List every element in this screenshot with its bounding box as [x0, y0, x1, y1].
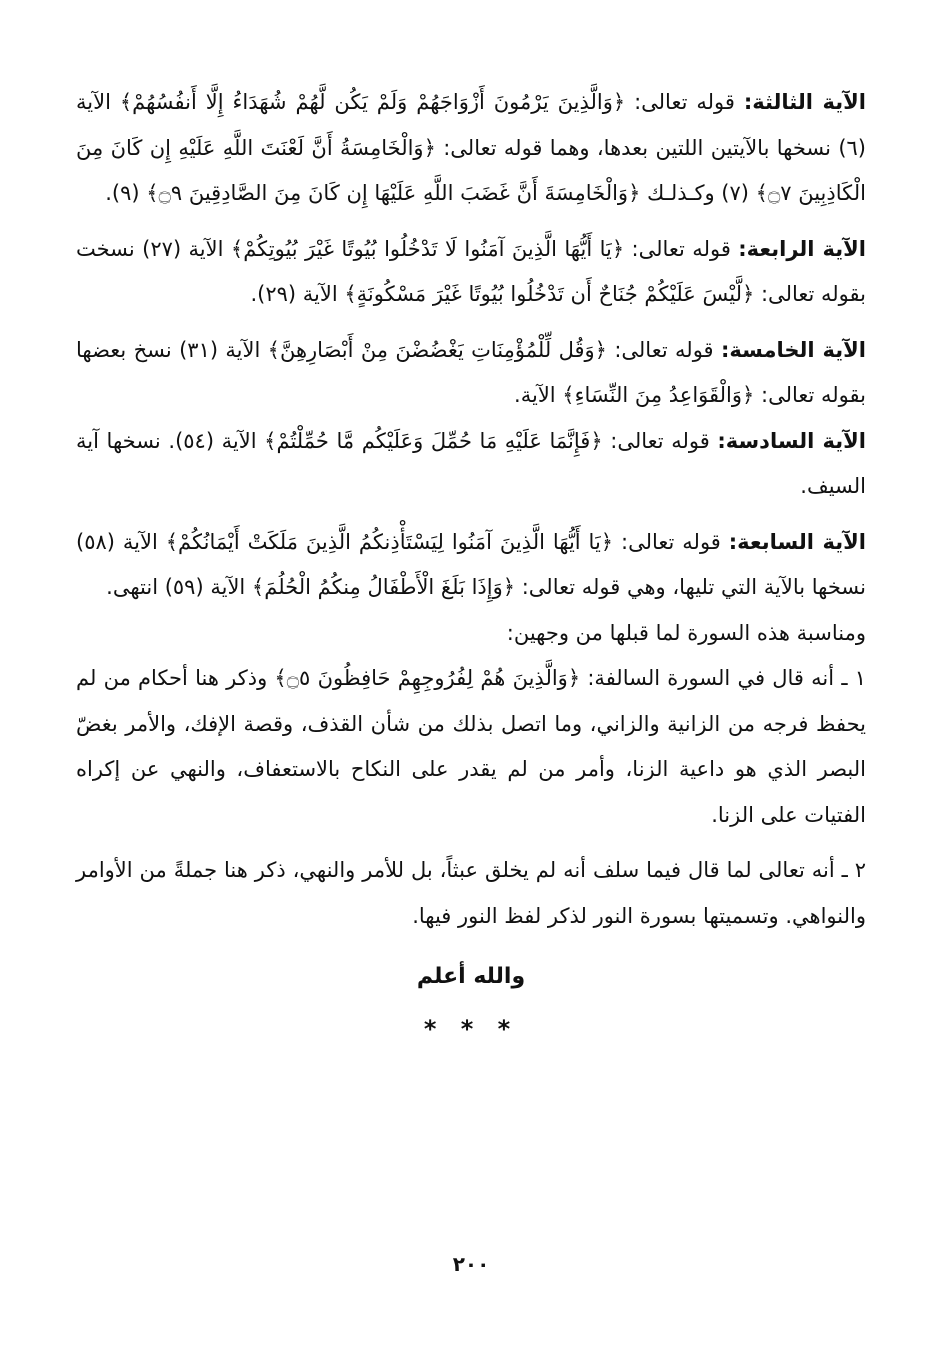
paragraph-heading: الآية الرابعة: [738, 236, 867, 261]
closing-phrase: والله أعلم [416, 964, 526, 989]
paragraph-body: ٢ ـ أنه تعالى لما قال فيما سلف أنه لم يخلق عبثاً، بل للأمر والنهي، ذكر هنا جملةً من الأوامر والنواهي. وتسميتها بسورة النور لذكر لفظ النور فيها. [76, 858, 866, 928]
paragraph-verse-3 [76, 80, 866, 217]
paragraph-body: قوله تعالى: ﴿يَا أَيُّهَا الَّذِينَ آمَنُوا لَا تَدْخُلُوا بُيُوتًا غَيْرَ بُيُوتِكُمْ﴾ الآية (٢٧) نسخت بقوله تعالى: ﴿لَّيْسَ عَلَيْكُمْ جُنَاحٌ أَن تَدْخُلُوا بُيُوتًا غَيْرَ مَسْكُونَةٍ﴾ الآية (٢٩). [76, 236, 866, 306]
page-number: ٢٠٠ [452, 1252, 490, 1276]
paragraph-heading: الآية الثالثة: [743, 90, 866, 114]
paragraph-relation-intro [76, 611, 866, 657]
paragraph-verse-4 [76, 227, 866, 318]
paragraph-verse-6 [76, 419, 866, 510]
paragraph-body: قوله تعالى: ﴿وَالَّذِينَ يَرْمُونَ أَزْوَاجَهُمْ وَلَمْ يَكُن لَّهُمْ شُهَدَاءُ إِلَّا أَنفُسُهُمْ﴾ الآية (٦) نسخها بالآيتين اللتين بعدها، وهما قوله تعالى: ﴿وَالْخَامِسَةُ أَنَّ لَعْنَتَ اللَّهِ عَلَيْهِ إِن كَانَ مِنَ الْكَاذِبِينَ ۝٧﴾ (٧) وكـذلـك ﴿وَالْخَامِسَةَ أَنَّ غَضَبَ اللَّهِ عَلَيْهَا إِن كَانَ مِنَ الصَّادِقِينَ ۝٩﴾ (٩). [76, 90, 866, 205]
paragraph-relation-1 [76, 656, 866, 838]
paragraph-body: قوله تعالى: ﴿وَقُل لِّلْمُؤْمِنَاتِ يَغْضُضْنَ مِنْ أَبْصَارِهِنَّ﴾ الآية (٣١) نسخ بعضها بقوله تعالى: ﴿وَالْقَوَاعِدُ مِنَ النِّسَاءِ﴾ الآية. [76, 337, 866, 407]
paragraph-body: ومناسبة هذه السورة لما قبلها من وجهين: [506, 620, 866, 645]
paragraph-relation-2 [76, 848, 866, 939]
paragraph-heading: الآية السابعة: [728, 529, 866, 554]
paragraph-body: قوله تعالى: ﴿فَإِنَّمَا عَلَيْهِ مَا حُمِّلَ وَعَلَيْكُم مَّا حُمِّلْتُمْ﴾ الآية (٥٤). نسخها آية السيف. [76, 428, 866, 498]
paragraph-verse-5 [76, 328, 866, 419]
paragraph-heading: الآية الخامسة: [720, 337, 866, 362]
paragraph-body: ١ ـ أنه قال في السورة السالفة: ﴿وَالَّذِينَ هُمْ لِفُرُوجِهِمْ حَافِظُونَ ۝٥﴾ وذكر هنا أحكام من لم يحفظ فرجه من الزانية والزاني، وما اتصل بذلك من شأن القذف، وقصة الإفك، والأمر بغضّ البصر الذي هو داعية الزنا، وأمر من لم يقدر على النكاح بالاستعفاف، والنهي عن إكراه الفتيات على الزنا. [76, 666, 866, 827]
page-content [76, 80, 866, 1047]
paragraph-body: قوله تعالى: ﴿يَا أَيُّهَا الَّذِينَ آمَنُوا لِيَسْتَأْذِنكُمُ الَّذِينَ مَلَكَتْ أَيْمَانُكُمْ﴾ الآية (٥٨) نسخها بالآية التي تليها، وهي قوله تعالى: ﴿وَإِذَا بَلَغَ الْأَطْفَالُ مِنكُمُ الْحُلُمَ﴾ الآية (٥٩) انتهى. [76, 529, 866, 599]
paragraph-verse-7 [76, 520, 866, 611]
paragraph-heading: الآية السادسة: [717, 428, 867, 453]
section-separator: * * * [423, 1015, 519, 1043]
